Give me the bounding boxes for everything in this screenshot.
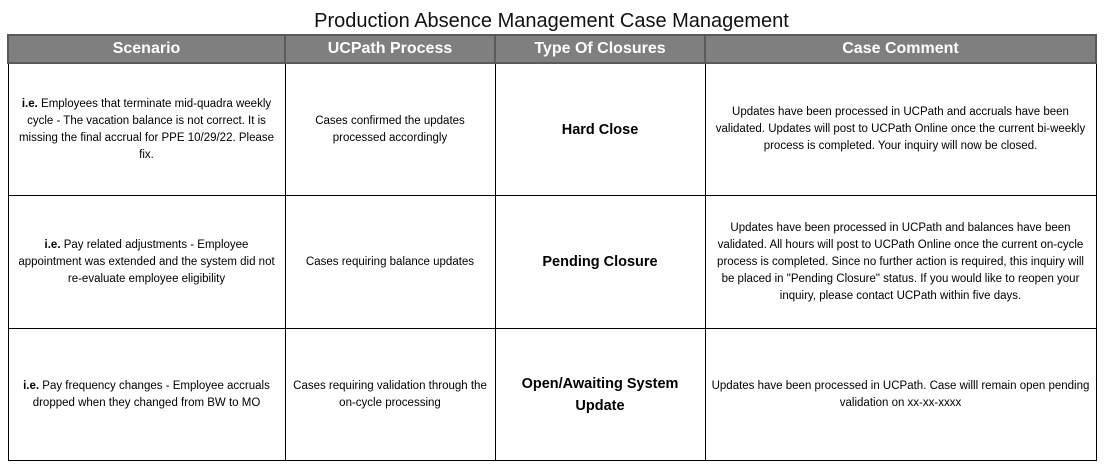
closure-cell: Open/Awaiting System Update (495, 329, 705, 461)
scenario-text: Pay frequency changes - Employee accruals dropped when they changed from BW to MO (32, 379, 270, 409)
table-row (8, 329, 1096, 461)
case-management-table (7, 34, 1097, 461)
table-row (8, 196, 1096, 329)
scenario-prefix: i.e. (23, 379, 40, 392)
header-scenario: Scenario (8, 35, 285, 63)
closure-cell: Hard Close (495, 63, 705, 196)
table-row (8, 63, 1096, 196)
scenario-text: Pay related adjustments - Employee appointment was extended and the system did not re-evaluate employee eligibility (18, 238, 275, 285)
scenario-cell (8, 329, 285, 461)
scenario-prefix: i.e. (44, 238, 61, 251)
comment-cell: Updates have been processed in UCPath. Case willl remain open pending validation on xx-xx-xxxx (705, 329, 1096, 461)
header-row (8, 35, 1096, 63)
scenario-cell (8, 196, 285, 329)
header-ucpath-process: UCPath Process (285, 35, 495, 63)
process-cell: Cases requiring balance updates (285, 196, 495, 329)
scenario-cell (8, 63, 285, 196)
closure-cell: Pending Closure (495, 196, 705, 329)
comment-cell: Updates have been processed in UCPath and balances have been validated. All hours will post to UCPath Online once the current on-cycle process is completed. Since no further action is required, this inquiry will be placed in "Pending Closure" status. If you would like to reopen your inquiry, please contact UCPath within five days. (705, 196, 1096, 329)
page-title: Production Absence Management Case Management (314, 10, 789, 32)
scenario-prefix: i.e. (21, 97, 38, 110)
scenario-text: Employees that terminate mid-quadra weekly cycle - The vacation balance is not correct. It is missing the final accrual for PPE 10/29/22. Please fix. (18, 97, 275, 161)
process-cell: Cases requiring validation through the on-cycle processing (285, 329, 495, 461)
process-cell: Cases confirmed the updates processed accordingly (285, 63, 495, 196)
header-type-of-closures: Type Of Closures (495, 35, 705, 63)
header-case-comment: Case Comment (705, 35, 1096, 63)
comment-cell: Updates have been processed in UCPath and accruals have been validated. Updates will post to UCPath Online once the current bi-weekly process is completed. Your inquiry will now be closed. (705, 63, 1096, 196)
